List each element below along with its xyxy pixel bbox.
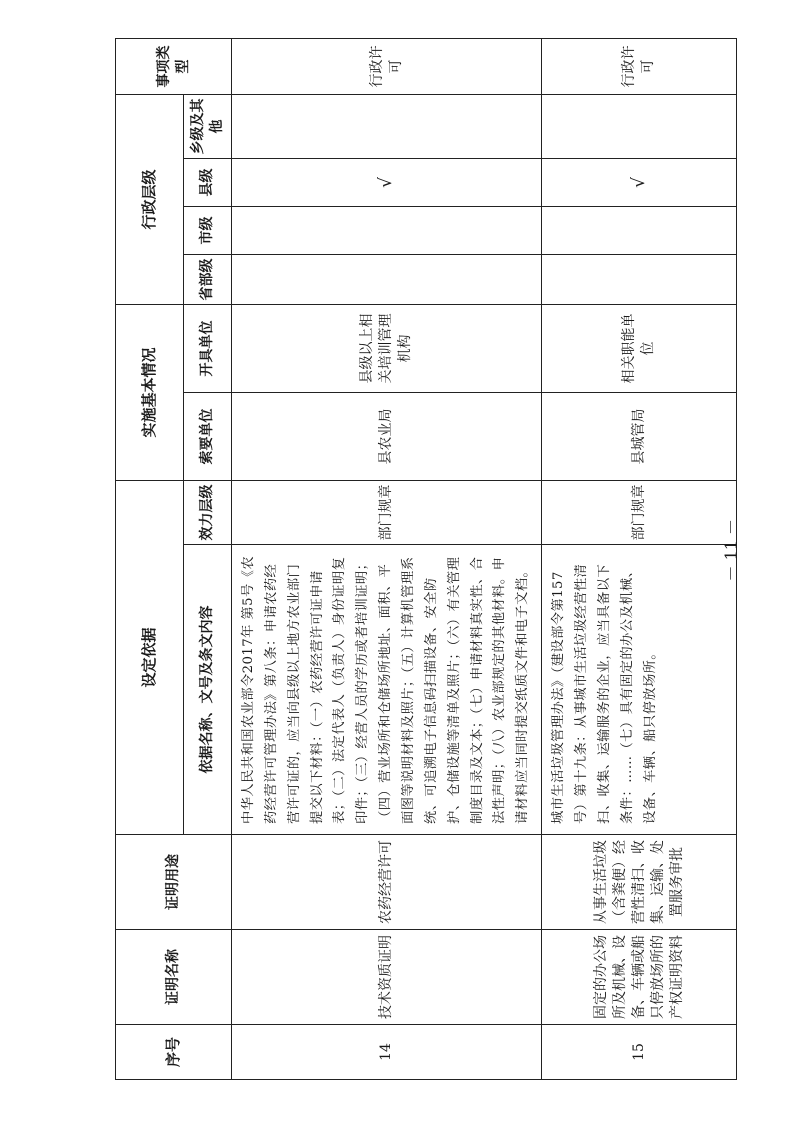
row-city (232, 206, 542, 254)
row-effect-level: 部门规章 (232, 480, 542, 544)
header-impl-group: 实施基本情况 (116, 304, 184, 480)
row-town (232, 94, 542, 158)
row-basis: 中华人民共和国农业部令2017年 第5号《农药经营许可管理办法》第八条：申请农药经营许可证的，应当向县级以上地方农业部门提交以下材料：（一）农药经营许可证申请表；（二）法定代表人（负责人）身份证明复印件；（三）经营人员的学历或者培训证明；（四）营业场所和仓储场所地址、面积、平面图等说明材料及照片；（五）计算机管理系统、可追溯电子信息码扫描设备、安全防护、仓储设施等清单及照片；（六）有关管理制度目录及文本；（七）申请材料真实性、合法性声明；（八）农业部规定的其他材料。申请材料应当同时提交纸质文件和电子文档。 (232, 545, 542, 835)
row-county-check: √ (542, 158, 737, 206)
row-effect-level: 部门规章 (542, 480, 737, 544)
header-basis-content: 依据名称、文号及条文内容 (184, 545, 232, 835)
row-cert-name: 固定的办公场所及机械、设备、车辆或船只停放场所的产权证明资料 (542, 930, 737, 1025)
page-number: － 11 － (721, 518, 741, 582)
header-town: 乡级及其他 (184, 94, 232, 158)
row-seq: 15 (542, 1025, 737, 1080)
certificate-table (115, 38, 737, 1080)
row-city (542, 206, 737, 254)
header-issue-unit: 开具单位 (184, 304, 232, 392)
header-cert-name: 证明名称 (116, 930, 232, 1025)
header-basis-group: 设定依据 (116, 480, 184, 834)
row-req-unit: 县城管局 (542, 392, 737, 480)
header-cert-use: 证明用途 (116, 835, 232, 930)
row-item-type: 行政许可 (542, 38, 737, 94)
row-basis: 城市生活垃圾管理办法》（建设部令第157号）第十九条：从事城市生活垃圾经营性清扫、收集、运输服务的企业，应当具备以下条件：……（七）具有固定的办公及机械、设备、车辆、船只停放场所。 (542, 545, 737, 835)
header-province: 省部级 (184, 254, 232, 304)
header-effect-level: 效力层级 (184, 480, 232, 544)
row-cert-name: 技术资质证明 (232, 930, 542, 1025)
row-seq: 14 (232, 1025, 542, 1080)
header-item-type: 事项类型 (116, 38, 232, 94)
header-city: 市级 (184, 206, 232, 254)
row-province (542, 254, 737, 304)
header-seq: 序号 (116, 1025, 232, 1080)
header-row-1 (116, 38, 184, 1079)
row-county-check: √ (232, 158, 542, 206)
row-req-unit: 县农业局 (232, 392, 542, 480)
table-row (542, 38, 737, 1079)
row-cert-use: 从事生活垃圾（含粪便）经营性清扫、收集、运输、处置服务审批 (542, 835, 737, 930)
row-town (542, 94, 737, 158)
header-county: 县级 (184, 158, 232, 206)
row-issue-unit: 县级以上相关培训管理机构 (232, 304, 542, 392)
row-cert-use: 农药经营许可 (232, 835, 542, 930)
row-issue-unit: 相关职能单位 (542, 304, 737, 392)
row-item-type: 行政许可 (232, 38, 542, 94)
rotated-page-content (115, 39, 721, 1080)
row-province (232, 254, 542, 304)
header-admin-group: 行政层级 (116, 94, 184, 304)
table-row (232, 38, 542, 1079)
header-req-unit: 索要单位 (184, 392, 232, 480)
